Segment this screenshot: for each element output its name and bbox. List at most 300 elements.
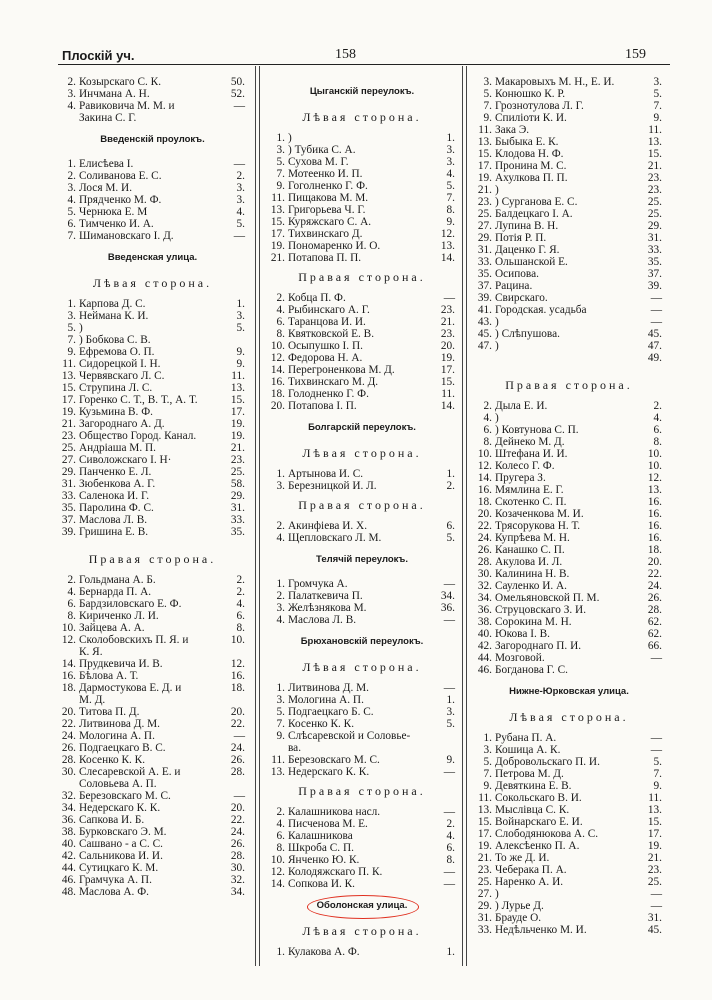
old-number: — [443,578,455,590]
entry-number: 13. [61,370,76,382]
entry-number: 17. [477,828,492,840]
old-number: 5. [446,180,455,192]
owner-name: Трясорукова Н. Т. [495,520,581,532]
entry-number: 37. [61,514,76,526]
entry-number: 14. [270,878,285,890]
old-number: 16. [647,532,662,544]
list-item [476,792,662,804]
owner-name: Карпова Д. С. [79,298,146,310]
side-heading: Правая сторона. [298,784,426,798]
side-heading: Лѣвая сторона. [302,660,422,674]
list-item [476,472,662,484]
entry-number: 19. [270,240,285,252]
list-item [60,814,245,826]
old-number: — [443,614,455,626]
old-number: 14. [440,252,455,264]
owner-name: Рацина. [495,280,533,292]
list-item [476,544,662,556]
page-number-right: 159 [625,47,646,62]
owner-name: Сауленко И. А. [495,580,568,592]
old-number: 45. [647,328,662,340]
owner-name: Червявскаго Л. С. [79,370,165,382]
old-number [640,664,662,676]
old-number: 8. [653,436,662,448]
list-item [476,580,662,592]
entry-number: 23. [477,196,492,208]
entry-number: 1. [276,132,285,144]
old-number: 6. [236,610,245,622]
old-number: 13. [440,240,455,252]
entry-number: 21. [61,418,76,430]
list-item [60,382,245,394]
old-number: 66. [647,640,662,652]
entry-number: 9. [67,346,76,358]
entry-number: 10. [270,854,285,866]
list-item [60,526,245,538]
owner-name: Пономаренко И. О. [288,240,381,252]
old-number: 23. [440,304,455,316]
list-item [60,310,245,322]
old-number: 34. [230,886,245,898]
owner-name: Спиліоти К. И. [495,112,567,124]
entry-number: 41. [477,304,492,316]
list-item [476,352,662,364]
entry-number: 14. [61,658,76,670]
list-item [269,240,455,252]
entry-number: 22. [477,520,492,532]
old-number: 5. [236,322,245,334]
list-item [269,328,455,340]
owner-name: Купрѣева М. Н. [495,532,570,544]
old-number: 20. [230,706,245,718]
old-number [223,334,245,346]
old-number: 20. [647,556,662,568]
entry-number: 11. [478,792,492,804]
old-number: 23. [647,864,662,876]
entry-number: 43. [477,316,492,328]
owner-name: Колесо Г. Ф. [495,460,555,472]
list-item [60,418,245,430]
list-item [60,230,245,242]
owner-name: ) Сурганова Е. С. [495,196,578,208]
old-number: 25. [647,196,662,208]
owner-name: Грознотулова Л. Г. [495,100,584,112]
list-item [269,694,455,706]
entry-number: 17. [270,228,285,240]
list-item [476,268,662,280]
list-item [269,340,455,352]
owner-name: Янченко Ю. К. [288,854,360,866]
list-item [476,816,662,828]
entry-number: 7. [483,768,492,780]
old-number [433,730,455,742]
owner-name: Гоголненко Г. Ф. [288,180,368,192]
list-item [60,718,245,730]
old-number: — [650,900,662,912]
list-item [60,766,245,778]
owner-name: Тихвинскаго Д. [288,228,363,240]
list-item [476,328,662,340]
owner-name [495,352,640,364]
old-number: — [443,766,455,778]
owner-name: Сопкова И. К. [288,878,355,890]
list-item [269,192,455,204]
list-item [269,216,455,228]
old-number: 17. [440,364,455,376]
list-item [60,218,245,230]
owner-name: Даценко Г. Я. [495,244,560,256]
owner-name: Гришина Е. В. [79,526,149,538]
owner-name: Инчмана А. Н. [79,88,150,100]
old-number: 13. [647,804,662,816]
entry-number: 2. [483,400,492,412]
list-item [60,634,245,646]
old-number: 11. [648,124,662,136]
list-item [476,460,662,472]
spacer [476,364,662,372]
old-number: 9. [446,216,455,228]
list-item [476,148,662,160]
list-item [476,484,662,496]
old-number: 2. [653,400,662,412]
list-item [60,850,245,862]
old-number: 23. [230,454,245,466]
list-item [60,478,245,490]
list-item [60,670,245,682]
old-number: 23. [440,328,455,340]
header-rule [58,64,670,65]
entry-number: 10. [477,448,492,460]
owner-name: Литвинова Д. М. [79,718,160,730]
owner-name: Недерскаго К. К. [79,802,161,814]
entry-number: 16. [477,484,492,496]
owner-name: Пронина М. С. [495,160,567,172]
old-number: — [233,100,245,112]
entry-number: 3. [483,744,492,756]
old-number: — [650,888,662,900]
entry-number: 13. [270,204,285,216]
owner-name: Колодяжскаго П. К. [288,866,383,878]
old-number: 5. [446,532,455,544]
owner-name: Свирскаго. [495,292,548,304]
old-number: 26. [230,754,245,766]
old-number: 3. [446,144,455,156]
list-item [476,412,662,424]
list-item [476,780,662,792]
owner-name: Зайцева А. А. [79,622,145,634]
entry-number: 15. [270,216,285,228]
entry-number: 38. [477,616,492,628]
list-item [269,754,455,766]
owner-name: Шимановскаго І. Д. [79,230,174,242]
old-number: 50. [230,76,245,88]
spacer [60,538,245,546]
list-item [476,88,662,100]
old-number: 32. [230,874,245,886]
old-number: 9. [653,780,662,792]
owner-name: Слѣсаревской и Соловье- [288,730,411,742]
owner-name: Кулакова А. Ф. [288,946,360,958]
entry-number: 44. [61,862,76,874]
old-number: 26. [647,592,662,604]
entry-number: 9. [276,180,285,192]
list-item [60,886,245,898]
old-number: 2. [446,818,455,830]
owner-name: Козырскаго С. К. [79,76,162,88]
entry-number: 8. [483,436,492,448]
old-number: 21. [440,316,455,328]
owner-name: Петрова М. Д. [495,768,564,780]
list-item [60,442,245,454]
entry-number: 42. [61,850,76,862]
owner-name: Кобца П. Ф. [288,292,346,304]
list-item [476,912,662,924]
owner-name: Григорьева Ч. Г. [288,204,366,216]
old-number: 22. [230,814,245,826]
old-number: 24. [230,742,245,754]
old-number: 35. [230,526,245,538]
entry-number: 7. [483,100,492,112]
list-item [476,604,662,616]
entry-number: 27. [477,220,492,232]
owner-name: Калинина Н. В. [495,568,570,580]
owner-name: Ахулкова П. П. [495,172,568,184]
entry-number: 2. [67,170,76,182]
list-item [269,878,455,890]
list-item [476,124,662,136]
list-item [269,400,455,412]
list-item [269,520,455,532]
list-item [476,532,662,544]
entry-number: 32. [61,790,76,802]
list-item [60,430,245,442]
list-item [60,88,245,100]
list-item [269,376,455,388]
list-item [60,862,245,874]
old-number: 8. [236,622,245,634]
entry-number: 25. [477,208,492,220]
list-item [60,334,245,346]
owner-name: Маслова Л. В. [79,514,148,526]
list-item [476,112,662,124]
list-item [269,818,455,830]
entry-number: 47. [477,340,492,352]
old-number: — [443,806,455,818]
list-item [476,76,662,88]
old-number: — [650,316,662,328]
street-heading: Введенскій проулокъ. [100,134,205,145]
owner-name: ) [288,132,292,144]
entry-number: 10. [61,622,76,634]
old-number: 25. [647,876,662,888]
old-number: 7. [653,768,662,780]
owner-name: Мыслівца С. К. [495,804,570,816]
entry-number: 11. [271,754,285,766]
list-item [476,828,662,840]
owner-name: ) [495,412,499,424]
owner-name: Осыпушко І. П. [288,340,363,352]
list-item [60,706,245,718]
owner-name: Наренко А. И. [495,876,564,888]
list-item [269,468,455,480]
list-item [476,292,662,304]
owner-name: Мозговой. [495,652,545,664]
list-item [476,496,662,508]
entry-number: 3. [276,480,285,492]
owner-name: Омельяновской П. М. [495,592,600,604]
list-item [269,854,455,866]
entry-number: 45. [477,328,492,340]
owner-name: ) Слѣпушова. [495,328,560,340]
old-number: 47. [647,340,662,352]
entry-number: 1. [67,158,76,170]
owner-name: Лупина В. Н. [495,220,559,232]
list-item [269,292,455,304]
entry-number: 4. [276,614,285,626]
entry-number: 26. [61,742,76,754]
list-item [476,876,662,888]
list-item [60,100,245,112]
old-number: 3. [446,156,455,168]
owner-name: Артынова И. С. [288,468,364,480]
old-number: 28. [230,766,245,778]
owner-name: Березницкой И. Л. [288,480,377,492]
owner-name: Быбыка Е. К. [495,136,559,148]
old-number: 29. [230,490,245,502]
old-number: 30. [230,862,245,874]
entry-number: 28. [477,556,492,568]
owner-name: Березовскаго М. С. [79,790,171,802]
side-heading: Лѣвая сторона. [302,446,422,460]
list-item [269,578,455,590]
owner-name: Ольшанской Е. [495,256,568,268]
list-item [60,682,245,694]
entry-number: 7. [67,334,76,346]
entry-number: 2. [67,574,76,586]
list-item [476,304,662,316]
old-number: 6. [653,424,662,436]
owner-name: То же Д. И. [495,852,550,864]
entry-number: 3. [276,144,285,156]
list-item [476,768,662,780]
entry-number: 3. [67,88,76,100]
side-heading: Лѣвая сторона. [302,110,422,124]
owner-name: Зака Э. [495,124,530,136]
owner-name: Палаткевича П. [288,590,363,602]
list-item [269,364,455,376]
owner-name: Струцовскаго З. И. [495,604,587,616]
owner-name: Брауде О. [495,912,542,924]
entry-number: 4. [276,304,285,316]
entry-number: 33. [61,490,76,502]
red-circle-annotation [307,895,420,919]
owner-name: Косенко К. К. [288,718,355,730]
entry-number: 24. [477,532,492,544]
owner-name: Паролина Ф. С. [79,502,154,514]
old-number: 19. [230,430,245,442]
old-number: 16. [230,670,245,682]
list-item [476,232,662,244]
entry-number: 15. [477,816,492,828]
entry-number: 42. [477,640,492,652]
entry-number: 44. [477,652,492,664]
old-number: — [650,304,662,316]
entry-number: 31. [477,244,492,256]
owner-name: Куряжскаго С. А. [288,216,372,228]
old-number: 45. [647,924,662,936]
owner-name: Чеберака П. А. [495,864,567,876]
entry-number: 3. [67,310,76,322]
owner-name: Горенко С. Т., В. Т., А. Т. [79,394,198,406]
list-item [269,132,455,144]
owner-name: Сидорецкой І. Н. [79,358,161,370]
entry-number: 29. [477,900,492,912]
list-item [476,804,662,816]
owner-name: ) Лурье Д. [495,900,544,912]
entry-number: 14. [270,364,285,376]
owner-name: Шкроба С. П. [288,842,354,854]
owner-name: Девяткина Е. В. [495,780,572,792]
side-heading: Правая сторона. [298,498,426,512]
owner-name-continued: Закина С. Г. [79,112,137,124]
entry-number: 5. [276,706,285,718]
entry-number: 4. [483,412,492,424]
old-number: 13. [647,136,662,148]
owner-name: Калашникова насл. [288,806,381,818]
list-item [476,220,662,232]
list-item [476,568,662,580]
list-item [476,628,662,640]
list-item [60,514,245,526]
entry-number: 3. [67,182,76,194]
entry-number: 5. [276,156,285,168]
entry-number: 36. [61,814,76,826]
street-heading [269,900,455,912]
owner-name: Штефана И. И. [495,448,568,460]
old-number: 22. [647,568,662,580]
old-number: 23. [647,184,662,196]
old-number: — [443,878,455,890]
entry-number: 48. [61,886,76,898]
owner-name: Недѣльченко М. И. [495,924,587,936]
owner-name: ) [495,340,499,352]
old-number: 62. [647,616,662,628]
entry-number: 46. [477,664,492,676]
owner-name: Потапова П. П. [288,252,362,264]
side-heading: Правая сторона. [298,270,426,284]
owner-name: Пругера З. [495,472,546,484]
old-number: — [233,730,245,742]
list-item [60,730,245,742]
owner-name: Мямлина Е. Г. [495,484,564,496]
old-number: 6. [446,842,455,854]
entry-number: 31. [61,478,76,490]
entry-number: 1. [276,468,285,480]
list-item [269,766,455,778]
owner-name: Мологина А. П. [288,694,364,706]
owner-name: Прядченко М. Ф. [79,194,162,206]
list-item [476,184,662,196]
entry-number: 31. [477,912,492,924]
street-heading: Нижне-Юрковская улица. [509,686,629,697]
entry-number: 2. [276,520,285,532]
old-number: 20. [440,340,455,352]
list-item [60,298,245,310]
entry-number: 18. [270,388,285,400]
entry-number: 46. [61,874,76,886]
entry-number: 9. [276,730,285,742]
entry-number: 35. [61,502,76,514]
